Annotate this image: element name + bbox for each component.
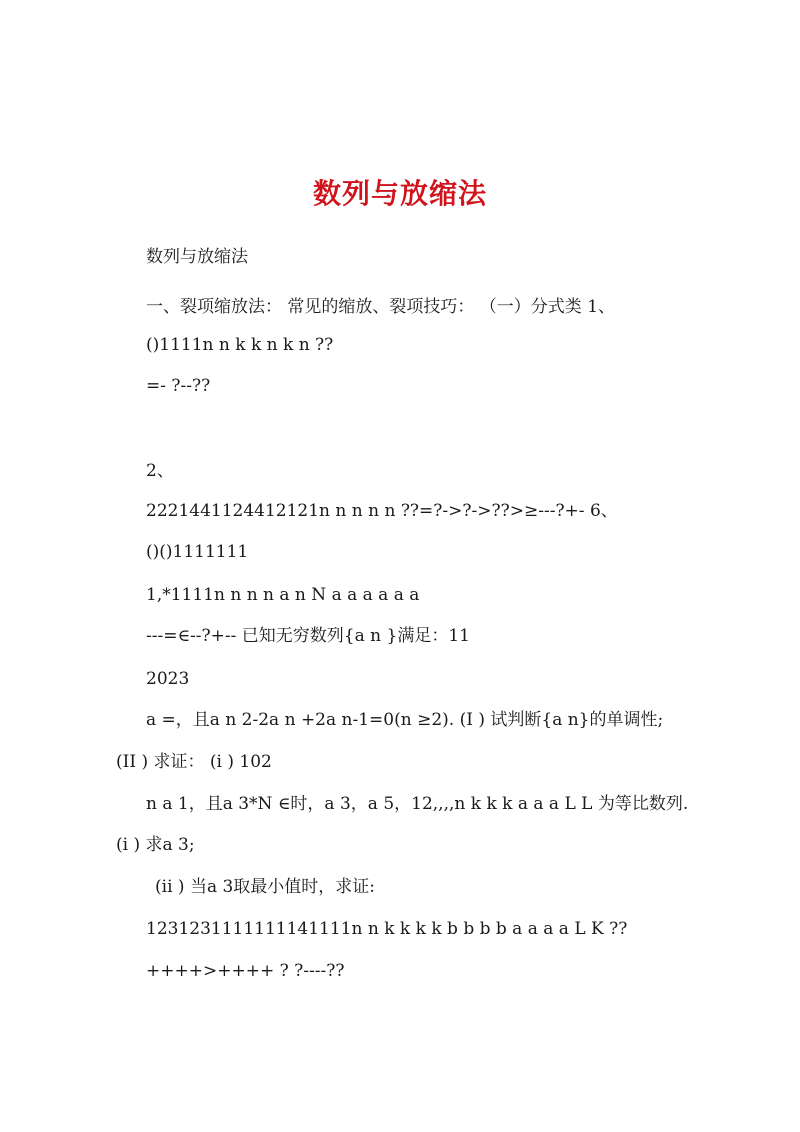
subtitle-line: 数列与放缩法: [146, 247, 248, 267]
problem-part-line: (II ) 求证： (i ) 102: [116, 752, 272, 772]
formula-line: ()1111n n k k n k n ??: [146, 335, 334, 355]
problem-part-line: (ii ) 当a 3取最小值时，求证:: [155, 877, 376, 897]
section-heading-line: 一、裂项缩放法： 常见的缩放、裂项技巧： （一）分式类 1、: [146, 297, 616, 317]
formula-line: 1231231111111141111n n k k k k b b b b a a a a L K ??: [146, 919, 628, 939]
item-number-line: 2、: [146, 461, 174, 481]
year-line: 2023: [146, 669, 190, 689]
document-title: 数列与放缩法: [312, 177, 487, 210]
problem-statement-line: a =，且a n 2-2a n +2a n-1=0(n ≥2). (I ) 试判断{a n}的单调性;: [146, 710, 664, 730]
formula-line: ++++>++++ ? ?----??: [146, 961, 345, 981]
formula-line: ()()1111111: [146, 542, 249, 562]
problem-part-line: (i ) 求a 3;: [116, 835, 195, 855]
formula-line: 1,*1111n n n n a n N a a a a a a: [146, 585, 420, 605]
formula-line: 2221441124412121n n n n n ??=?->?->??>≥---?+- 6、: [146, 501, 618, 521]
formula-line: =- ?--??: [146, 376, 211, 396]
problem-statement-line: ---=∈--?+-- 已知无穷数列{a n }满足：11: [146, 626, 470, 646]
problem-statement-line: n a 1，且a 3*N ∈时，a 3，a 5，12,,,,n k k k a a a L L 为等比数列.: [146, 794, 689, 814]
